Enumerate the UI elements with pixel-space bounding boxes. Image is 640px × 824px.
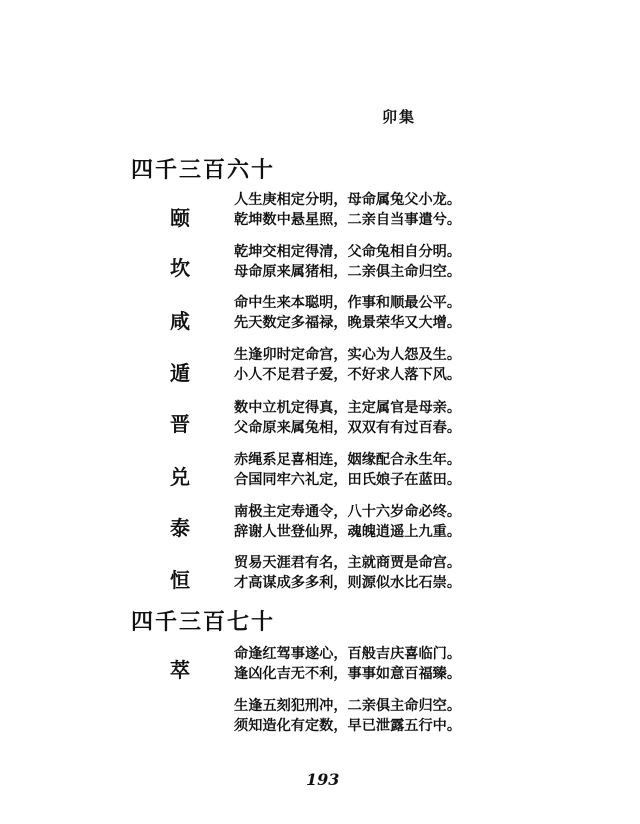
verse-line: 生逢五刻犯刑冲，二亲俱主命归空。 — [234, 698, 462, 714]
verse-line: 母命原来属猪相，二亲俱主命归空。 — [234, 264, 462, 280]
verse-line: 生逢卯时定命宫，实心为人怨及生。 — [234, 347, 462, 363]
section-title-4370: 四千三百七十 — [131, 609, 276, 635]
hexagram-label: 晋 — [170, 412, 190, 436]
verse-line: 合国同牢六礼定，田氏娘子在蓝田。 — [234, 472, 462, 488]
verse-line: 南极主定寿通令，八十六岁命必终。 — [234, 504, 462, 520]
page-number: 193 — [306, 770, 340, 789]
verse-line: 乾坤交相定得清，父命兔相自分明。 — [234, 244, 462, 260]
hexagram-label: 萃 — [170, 658, 190, 682]
verse-line: 先天数定多福禄，晚景荣华又大增。 — [234, 315, 462, 331]
verse — [234, 450, 461, 490]
verse — [234, 644, 461, 684]
verse — [234, 242, 461, 282]
hexagram-label: 泰 — [170, 516, 190, 540]
verse-line: 命逢红驾事遂心，百般吉庆喜临门。 — [234, 646, 462, 662]
verse — [234, 553, 461, 593]
hexagram-label: 遁 — [170, 361, 190, 385]
verse-line: 乾坤数中悬星照，二亲自当事遣兮。 — [234, 212, 462, 228]
verse — [234, 190, 461, 230]
hexagram-label: 恒 — [170, 568, 190, 592]
hexagram-label: 咸 — [170, 309, 190, 333]
hexagram-label: 颐 — [170, 206, 190, 230]
verse-line: 人生庚相定分明，母命属兔父小龙。 — [234, 192, 462, 208]
verse — [234, 696, 461, 736]
hexagram-label: 兑 — [170, 465, 190, 489]
verse-line: 命中生来本聪明，作事和顺最公平。 — [234, 295, 462, 311]
verse-line: 贸易天涯君有名，主就商贾是命宫。 — [234, 555, 462, 571]
verse — [234, 293, 461, 333]
hexagram-label: 坎 — [170, 256, 190, 280]
verse — [234, 345, 461, 385]
verse-line: 才高谋成多多利，则源似水比石崇。 — [234, 575, 462, 591]
verse-line: 逢凶化吉无不利，事事如意百福臻。 — [234, 666, 462, 682]
verse-line: 赤绳系足喜相连，姻缘配合永生年。 — [234, 452, 462, 468]
verse-line: 父命原来属兔相，双双有有过百春。 — [234, 420, 462, 436]
verse-line: 须知造化有定数，早已泄露五行中。 — [234, 718, 462, 734]
verse-line: 数中立机定得真，主定属官是母亲。 — [234, 400, 462, 416]
verse — [234, 398, 461, 438]
running-header: 卯集 — [382, 108, 417, 126]
verse-line: 辞谢人世登仙界，魂魄逍遥上九重。 — [234, 524, 462, 540]
section-title-4360: 四千三百六十 — [131, 157, 276, 183]
verse — [234, 502, 461, 542]
verse-line: 小人不足君子爱，不好求人落下风。 — [234, 367, 462, 383]
